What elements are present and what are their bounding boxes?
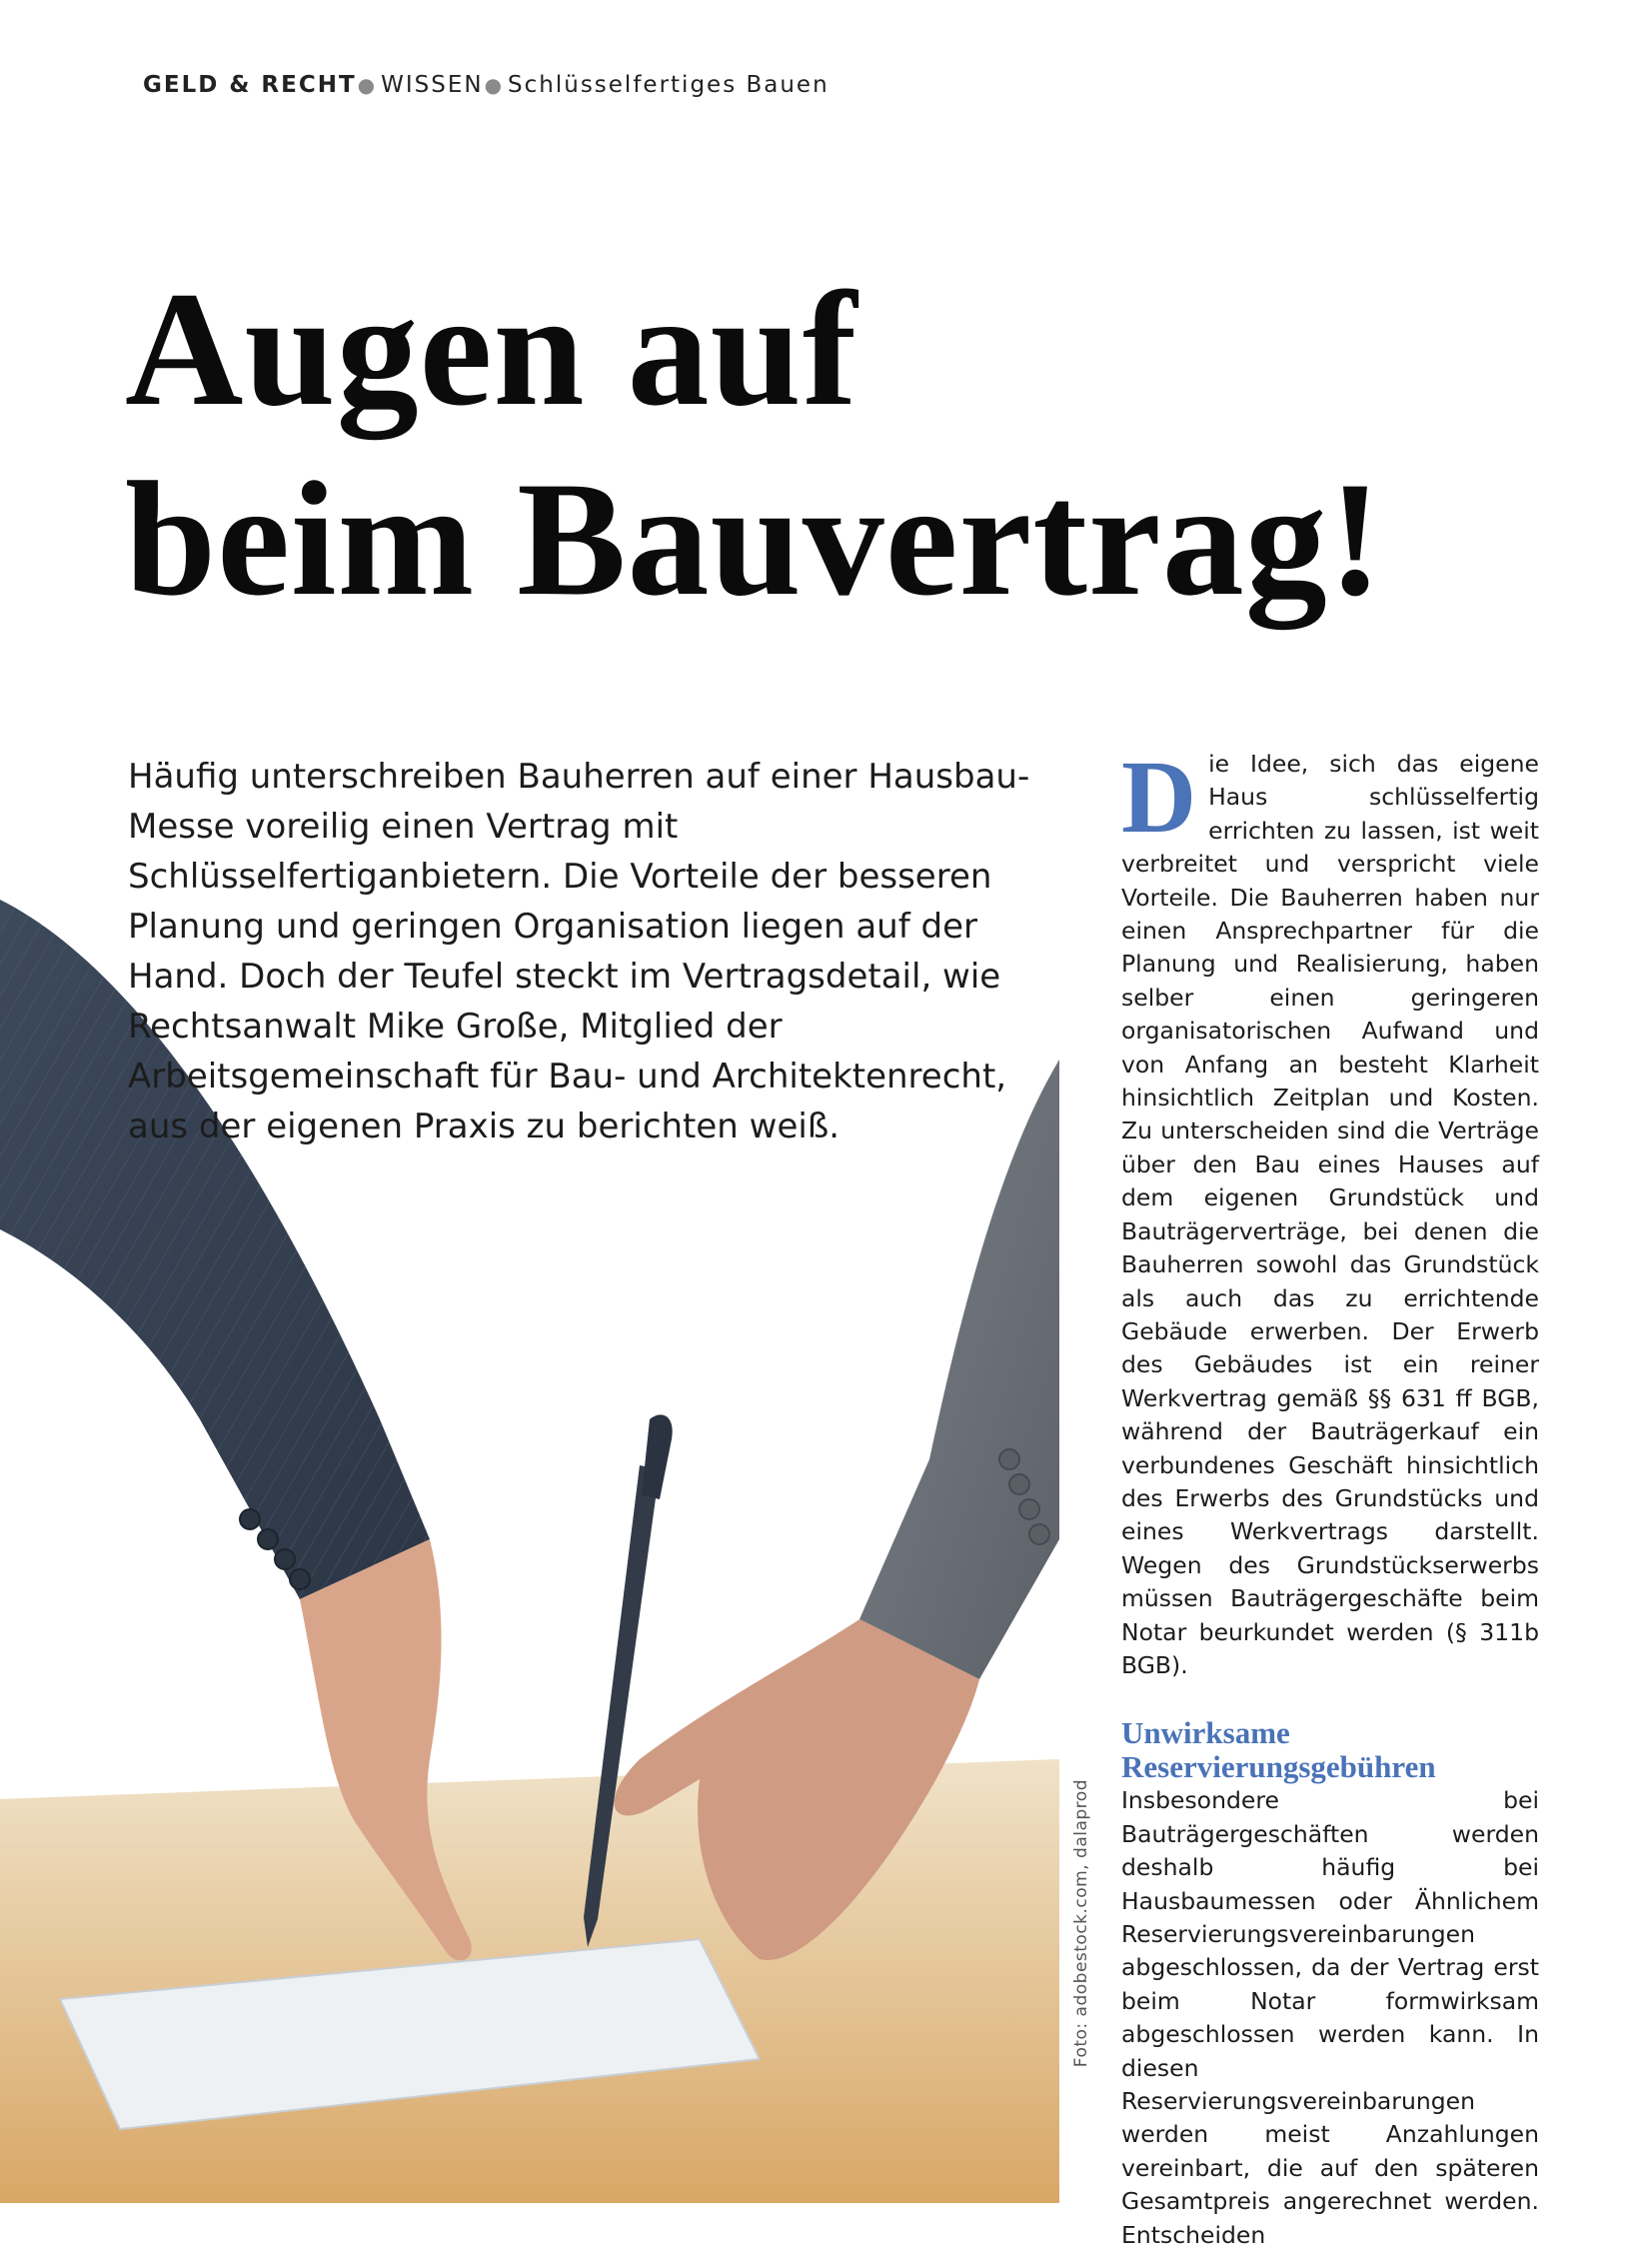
breadcrumb: [143, 72, 829, 98]
breadcrumb-separator-dot: ●: [484, 73, 505, 97]
headline-line-2: beim Bauvertrag!: [125, 449, 1384, 630]
breadcrumb-separator-dot: ●: [357, 73, 378, 97]
section-subheading: Unwirksame Reservierungsgebühren: [1121, 1715, 1436, 1785]
article-headline: [125, 255, 1383, 635]
paragraph-text: ie Idee, sich das eigene Haus schlüsselfertig errichten zu lassen, ist weit verbreitet und verspricht viele Vorteile. Die Bauherren haben nur einen Ansprechpartner für die Planung und Realisierung, haben selber einen geringeren organisatorischen Aufwand und von Anfang an besteht Klarheit hinsichtlich Zeitplan und Kosten. Zu unterscheiden sind die Verträge über den Bau eines Hauses auf dem eigenen Grundstück und Bauträgerverträge, bei denen die Bauherren sowohl das Grundstück als auch das zu errichtende Gebäude erwerben. Der Erwerb des Gebäudes ist ein reiner Werkvertrag gemäß §§ 631 ff BGB, während der Bauträgerkauf ein verbundenes Geschäft hinsichtlich des Erwerbs des Grundstücks und eines Werkvertrags darstellt. Wegen des Grundstückserwerbs müssen Bauträgergeschäfte beim Notar beurkundet werden (§ 311b BGB).: [1121, 750, 1539, 1679]
breadcrumb-topic: Schlüsselfertiges Bauen: [508, 72, 829, 98]
photo-credit: Foto: adobestock.com, dalaprod: [1071, 1779, 1091, 2068]
breadcrumb-section: GELD & RECHT: [143, 72, 357, 98]
article-paragraph: [1121, 740, 1539, 1682]
drop-cap: D: [1121, 740, 1197, 855]
article-lead: Häufig unterschreiben Bauherren auf einer Hausbau-Messe voreilig einen Vertrag mit Schlüsselfertiganbietern. Die Vorteile der besseren Planung und geringen Organisation liegen auf der Hand. Doch der Teufel steckt im Vertragsdetail, wie Rechtsanwalt Mike Große, Mitglied der Arbeitsgemeinschaft für Bau- und Architektenrecht, aus der eigenen Praxis zu berichten weiß.: [128, 757, 1030, 1146]
breadcrumb-subsection: WISSEN: [381, 72, 484, 98]
article-paragraph: Insbesondere bei Bauträgergeschäften werden deshalb häufig bei Hausbaumessen oder Ähnlichem Reservierungsvereinbarungen abgeschlossen, da der Vertrag erst beim Notar formwirksam abgeschlossen werden kann. In diesen Reservierungsvereinbarungen werden meist Anzahlungen vereinbart, die auf den späteren Gesamtpreis angerechnet werden. Entscheiden: [1121, 1786, 1539, 2249]
article-body-column: [1121, 740, 1539, 2252]
headline-line-1: Augen auf: [125, 259, 858, 440]
